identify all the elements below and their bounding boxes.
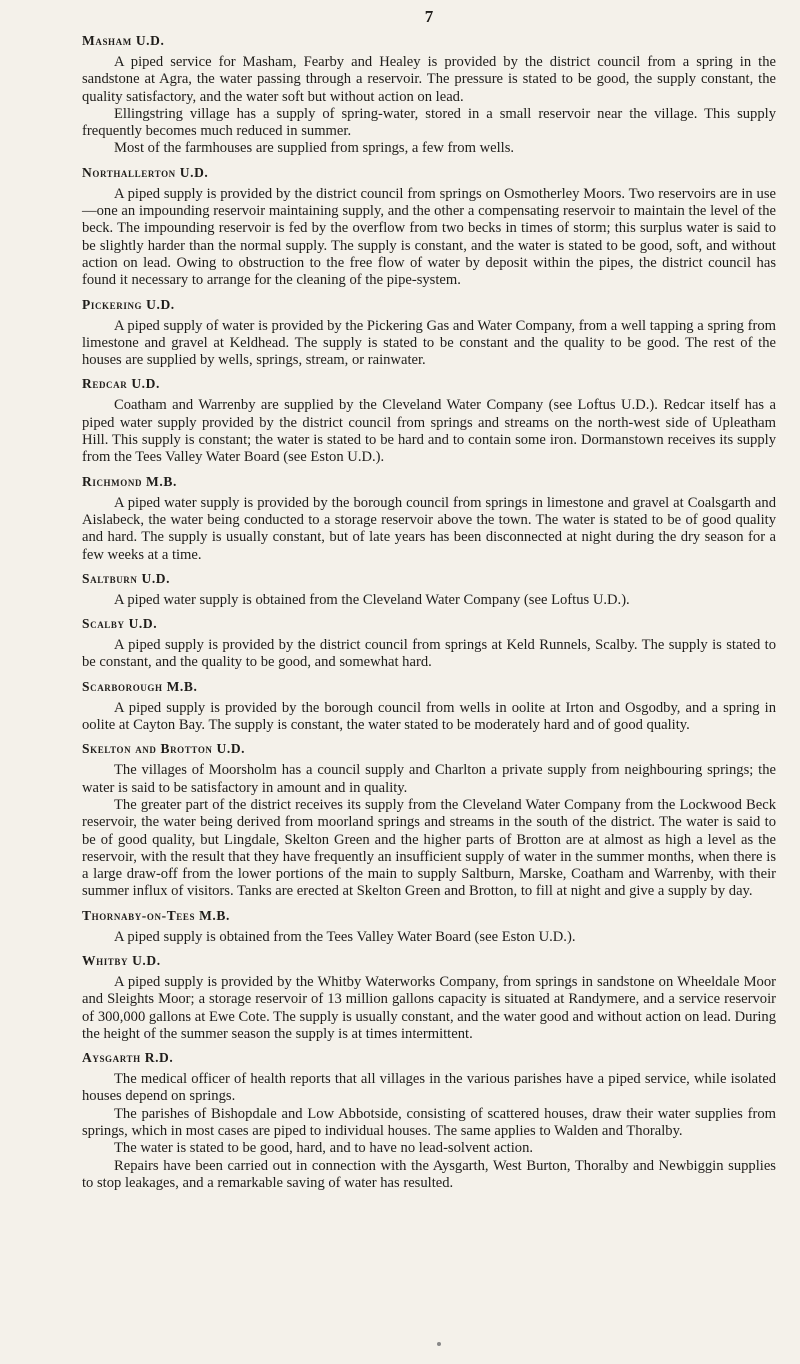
paragraph: The parishes of Bishopdale and Low Abbotside, consisting of scattered houses, draw their water supplies from springs, which in most cases are piped to individual houses. The same applies to Walden and Thoralby.: [82, 1105, 776, 1140]
section: [82, 473, 776, 564]
section-heading: Skelton and Brotton U.D.: [82, 741, 246, 757]
section: [82, 952, 776, 1043]
section-heading: Whitby U.D.: [82, 952, 161, 968]
section-heading: Redcar U.D.: [82, 376, 160, 392]
section: [82, 1049, 776, 1192]
section-heading: Scalby U.D.: [82, 616, 158, 632]
section: [82, 678, 776, 735]
section-heading: Thornaby-on-Tees M.B.: [82, 907, 230, 923]
paragraph: Repairs have been carried out in connection with the Aysgarth, West Burton, Thoralby and Newbiggin supplies to stop leakages, and a remarkable saving of water has resulted.: [82, 1157, 776, 1191]
section-heading: Scarborough M.B.: [82, 678, 198, 694]
paragraph: A piped supply is provided by the district council from springs on Osmotherley Moors. Two reservoirs are in use—one an impounding reservoir maintaining supply, and the other a compensating reservoir to maintain the level of the beck. The impounding reservoir is fed by the overflow from two becks in times of storm; this surplus water is said to be slightly harder than the normal supply. The supply is constant, and the water is stated to be good, soft, and without action on lead. Owing to obstruction to the free flow of water by deposit within the pipes, the district council has found it necessary to arrange for the cleaning of the pipe-system.: [82, 185, 776, 289]
section-heading: Masham U.D.: [82, 33, 165, 48]
section-heading: Pickering U.D.: [82, 296, 175, 312]
section-heading: Northallerton U.D.: [82, 164, 209, 180]
section: [82, 570, 776, 609]
page-number: 7: [424, 7, 434, 26]
section-heading: Aysgarth R.D.: [82, 1050, 174, 1066]
paragraph: The villages of Moorsholm has a council supply and Charlton a private supply from neighbouring springs; the water is said to be satisfactory in amount and in quality.: [82, 762, 776, 796]
sections-container: [82, 32, 776, 1192]
paragraph: Most of the farmhouses are supplied from springs, a few from wells.: [114, 140, 515, 157]
paragraph: Coatham and Warrenby are supplied by the Cleveland Water Company (see Loftus U.D.). Redcar itself has a piped water supply provided by the district council from springs and streams on the north-west side of Upleatham Hill. This supply is constant; the water is stated to be hard and to contain some iron. Dormanstown receives its supply from the Tees Valley Water Board (see Eston U.D.).: [82, 397, 776, 466]
section: [82, 615, 776, 672]
paragraph: The water is stated to be good, hard, and to have no lead-solvent action.: [114, 1140, 534, 1157]
section: [82, 164, 776, 290]
ink-speck: [437, 1342, 441, 1346]
section: [82, 296, 776, 370]
paragraph: A piped supply is provided by the district council from springs at Keld Runnels, Scalby. The supply is stated to be constant, and the quality to be good, and somewhat hard.: [82, 637, 776, 671]
section: [82, 375, 776, 466]
paragraph: The medical officer of health reports that all villages in the various parishes have a piped service, while isolated houses depend on springs.: [82, 1071, 776, 1105]
section: [82, 907, 776, 946]
section: [82, 32, 776, 158]
section: [82, 740, 776, 900]
paragraph: A piped water supply is provided by the borough council from springs in limestone and gravel at Coalsgarth and Aislabeck, the water being conducted to a storage reservoir above the town. The water is stated to be of good quality and hard. The supply is usually constant, but of late years has been disconnected at night during the dry season for a few weeks at a time.: [82, 494, 776, 563]
paragraph: Ellingstring village has a supply of spring-water, stored in a small reservoir near the village. This supply frequently becomes much reduced in summer.: [82, 105, 776, 140]
paragraph: A piped service for Masham, Fearby and Healey is provided by the district council from a spring in the sandstone at Agra, the water passing through a reservoir. The pressure is stated to be good, the supply constant, the quality satisfactory, and the water soft but without action on lead.: [82, 54, 776, 105]
paragraph: A piped water supply is obtained from the Cleveland Water Company (see Loftus U.D.).: [114, 591, 630, 608]
paragraph: A piped supply is provided by the Whitby Waterworks Company, from springs in sandstone on Wheeldale Moor and Sleights Moor; a storage reservoir of 13 million gallons capacity is situated at Randymere, and a service reservoir of 300,000 gallons at Ewe Cote. The supply is usually constant, and the water good and without action on lead. During the height of the summer season the supply is at times intermittent.: [82, 973, 776, 1042]
section-heading: Richmond M.B.: [82, 473, 177, 489]
paragraph: A piped supply of water is provided by the Pickering Gas and Water Company, from a well tapping a spring from limestone and gravel at Keldhead. The supply is stated to be constant and the quality to be good. The rest of the houses are supplied by wells, springs, stream, or rainwater.: [82, 317, 776, 369]
section-heading: Saltburn U.D.: [82, 570, 171, 586]
paragraph: A piped supply is obtained from the Tees Valley Water Board (see Eston U.D.).: [114, 928, 576, 945]
paragraph: A piped supply is provided by the borough council from wells in oolite at Irton and Osgodby, and a spring in oolite at Cayton Bay. The supply is constant, the water stated to be moderately hard and of good quality.: [82, 699, 776, 734]
paragraph: The greater part of the district receives its supply from the Cleveland Water Company from the Lockwood Beck reservoir, the water being derived from moorland springs and streams in the south of the district. The water is said to be of good quality, but Lingdale, Skelton Green and the higher parts of Brotton are at almost as high a level as the reservoir, with the result that they have frequently an insufficient supply of water in the summer months, when there is a large draw-off from the lower portions of the main to supply Saltburn, Marske, Coatham and Warrenby, with their summer influx of visitors. Tanks are erected at Skelton Green and Brotton, to fill at night and give a supply by day.: [82, 796, 776, 900]
